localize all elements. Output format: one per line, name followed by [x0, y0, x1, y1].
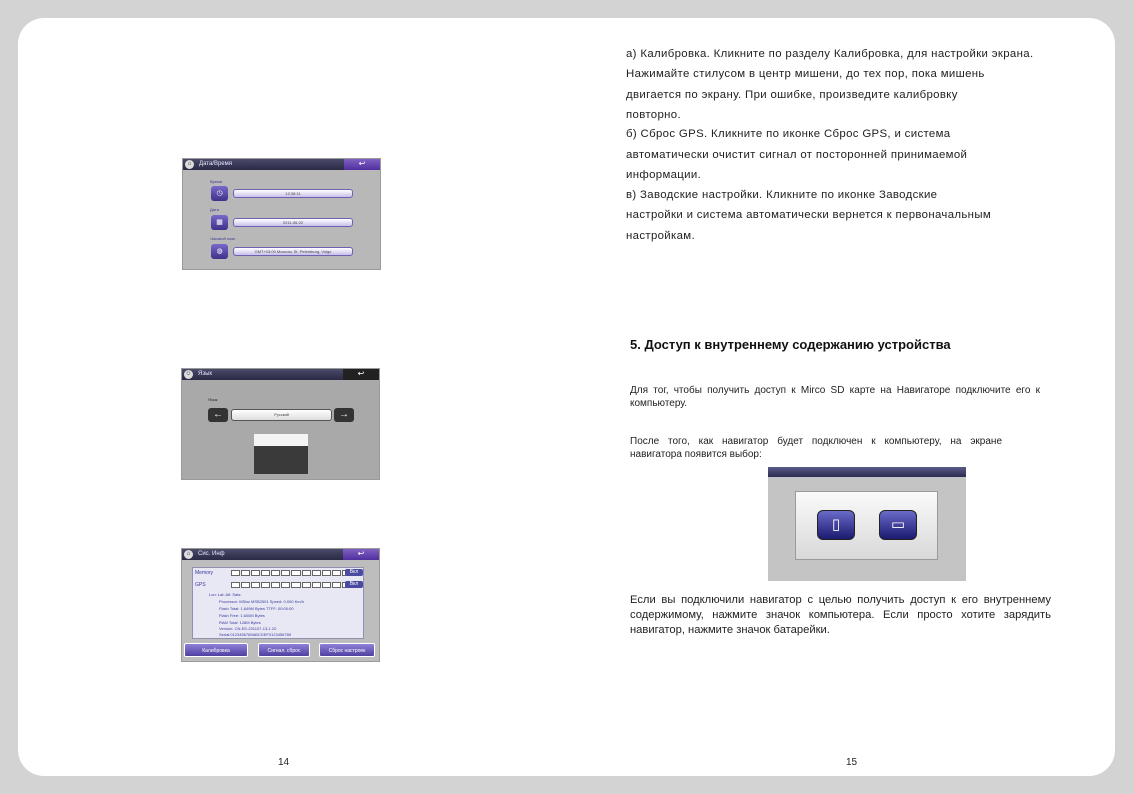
connection-panel [795, 491, 938, 560]
timezone-label: Часовой пояс [210, 236, 236, 241]
timezone-field: GMT+03:00 Moscow, St. Petersburg, Volgo [233, 247, 353, 256]
sysinfo-line: Serial:0123456789ABCDEF0123456789 [219, 632, 292, 637]
clock-icon: ◷ [211, 186, 228, 201]
sysinfo-line: Version: CN-EE-201107-13-1.20 [219, 626, 277, 631]
factory-reset-text: настройкам. [626, 230, 695, 242]
page-number-left: 14 [278, 757, 290, 768]
prev-arrow-icon: ← [208, 408, 228, 422]
gps-reset-text: б) Сброс GPS. Кликните по иконке Сброс GPS, и система [626, 128, 951, 140]
sysinfo-title-bar [182, 549, 379, 560]
date-label: Дата [210, 207, 219, 212]
gps-reset-text: автоматически очистит сигнал от посторонней принимаемой [626, 149, 968, 161]
sysinfo-panel [192, 567, 364, 639]
gps-reset-text: информации. [626, 169, 702, 181]
section-heading: 5. Доступ к внутреннему содержанию устройства [630, 337, 951, 352]
gps-reset-button: Сигнал. сброс [258, 643, 310, 657]
gps-on-button: Вкл [345, 581, 363, 588]
home-icon: ⌂ [185, 160, 194, 169]
factory-reset-button: Сброс настроек [319, 643, 375, 657]
home-icon: ⌂ [184, 550, 193, 559]
language-dropdown [254, 434, 308, 474]
sysinfo-line: Lon: Lat: Alt: Sats: [209, 592, 242, 597]
calibration-button: Калибровка [184, 643, 248, 657]
back-arrow-icon: ↩ [343, 369, 379, 380]
language-label: Язык [208, 397, 218, 402]
back-arrow-icon: ↩ [344, 159, 380, 170]
globe-icon: ◍ [211, 244, 228, 259]
datetime-title-bar [183, 159, 380, 170]
sysinfo-line: Flash Free: 1,600M Bytes [219, 613, 265, 618]
time-field: 12:38:11 [233, 189, 353, 198]
smiley-icon: ☺ [185, 371, 192, 377]
sysinfo-line: Flash Total: 1,649M Bytes TTFF: 00:00:00 [219, 606, 294, 611]
time-label: Время [210, 179, 223, 184]
section-paragraph: После того, как навигатор будет подключен к компьютеру, на экране навигатора появится выбор: [630, 436, 1002, 460]
memory-on-button: Вкл [345, 569, 363, 576]
language-title: Язык [198, 371, 213, 377]
gps-cells [231, 582, 351, 588]
factory-reset-text: в) Заводские настройки. Кликните по иконке Заводские [626, 189, 938, 201]
sysinfo-line: RAM Total: 128M Bytes [219, 620, 261, 625]
calibration-text: Нажимайте стилусом в центр мишени, до тех пор, пока мишень [626, 68, 985, 80]
datetime-title: Дата/Время [199, 161, 233, 167]
sysinfo-screenshot [181, 548, 380, 662]
back-arrow-icon: ↩ [343, 549, 379, 560]
datetime-screenshot [182, 158, 381, 270]
date-field: 2011-06-22 [233, 218, 353, 227]
next-arrow-icon: → [334, 408, 354, 422]
connection-screenshot [768, 467, 966, 581]
language-field: Русский [231, 409, 332, 421]
section-paragraph: Для тог, чтобы получить доступ к Mirco SD карте на Навигаторе подключите его к компьютеру. [630, 385, 1040, 409]
memory-cells [231, 570, 351, 576]
gps-label: GPS [195, 582, 206, 588]
language-title-bar [182, 369, 379, 380]
calendar-icon: ▦ [211, 215, 228, 230]
sysinfo-line: Processor: MStar MSB2501 Speed: 0.000 Km/h [219, 599, 304, 604]
section-paragraph: Если вы подключили навигатор с целью получить доступ к его внутреннему содержимому, нажмите значок компьютера. Если просто хотите зарядить навигатор, нажмите значок батарейки. [630, 594, 1051, 636]
connection-title-bar [768, 467, 966, 477]
page-number-right: 15 [846, 757, 858, 768]
language-screenshot [181, 368, 380, 480]
calibration-text: двигается по экрану. При ошибке, произведите калибровку [626, 89, 958, 101]
computer-icon: ▭ [879, 510, 917, 540]
memory-label: Memory [195, 570, 214, 576]
sysinfo-title: Сис. Инф [198, 551, 225, 557]
calibration-text: а) Калибровка. Кликните по разделу Калибровка, для настройки экрана. [626, 48, 1034, 60]
factory-reset-text: настройки и система автоматически вернется к первоначальным [626, 209, 992, 221]
calibration-text: повторно. [626, 109, 682, 121]
battery-charge-icon: ▯ [817, 510, 855, 540]
